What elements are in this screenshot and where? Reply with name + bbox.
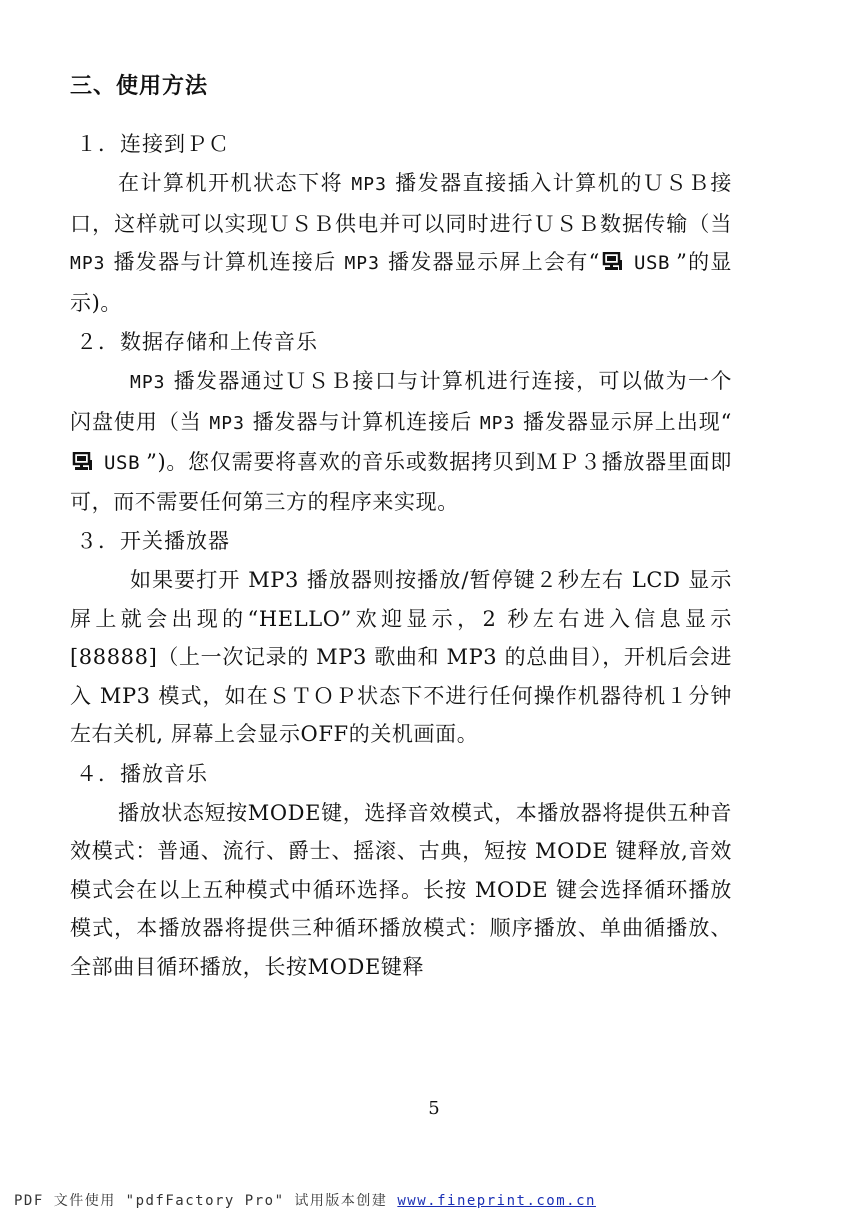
s1-mp3-a: MP3 bbox=[351, 174, 387, 195]
computer-usb-icon bbox=[602, 252, 624, 272]
s2-text-b: 播发器与计算机连接后 bbox=[252, 409, 473, 434]
section-3-title: ３．开关播放器 bbox=[76, 529, 230, 553]
s2-mp3-b: MP3 bbox=[209, 412, 245, 434]
usb-label: USB bbox=[633, 252, 671, 274]
usb-label: USB bbox=[104, 452, 141, 474]
page-number: 5 bbox=[428, 1098, 440, 1119]
footer-link[interactable]: www.fineprint.com.cn bbox=[397, 1193, 596, 1209]
section-1-title: １．连接到ＰＣ bbox=[76, 132, 230, 156]
s4-text: 播放状态短按MODE键，选择音效模式，本播放器将提供五种音效模式：普通、流行、爵士、摇滚、古典，短按 MODE 键释放,音效模式会在以上五种模式中循环选择。长按 MODE 键会选择循环播放模式，本播放器将提供三种循环播放模式：顺序播放、单曲循播放、全部曲目循环播放，长按MODE键释 bbox=[70, 800, 732, 979]
section-1-paragraph bbox=[70, 164, 732, 322]
s2-text-a: 播发器通过ＵＳＢ接口与计算机进行连接，可以做为一个闪盘使用（当 bbox=[70, 369, 732, 434]
s2-mp3-c: MP3 bbox=[479, 412, 516, 434]
section-heading: 三、使用方法 bbox=[70, 74, 209, 99]
s1-text-e: ”的显示)。 bbox=[70, 250, 733, 315]
section-4-title: ４．播放音乐 bbox=[76, 761, 208, 786]
s2-text-d: ”)。您仅需要将喜欢的音乐或数据拷贝到ＭＰ３播放器里面即可，而不需要任何第三方的程序来实现。 bbox=[70, 450, 732, 514]
s2-mp3-a: MP3 bbox=[130, 372, 166, 393]
s1-text-c: 播发器与计算机连接后 bbox=[113, 250, 337, 274]
s1-mp3-c: MP3 bbox=[344, 253, 380, 274]
s1-text-d: 播发器显示屏上会有“ bbox=[387, 250, 600, 274]
section-3-paragraph bbox=[70, 561, 732, 754]
s3-text: 如果要打开 MP3 播放器则按播放/暂停键２秒左右 LCD 显示屏上就会出现的“HELLO”欢迎显示，2 秒左右进入信息显示[88888]（上一次记录的 MP3 歌曲和 MP3 的总曲目），开机后会进入 MP3 模式，如在ＳＴＯＰ状态下不进行任何操作机器待机１分钟左右关机, 屏幕上会显示OFF的关机画面。 bbox=[70, 568, 732, 746]
footer-text: PDF 文件使用 "pdfFactory Pro" 试用版本创建 bbox=[14, 1193, 388, 1209]
computer-usb-icon bbox=[72, 452, 94, 472]
s2-text-c: 播发器显示屏上出现“ bbox=[523, 409, 732, 434]
section-2-title: ２．数据存储和上传音乐 bbox=[76, 330, 318, 354]
s1-mp3-b: MP3 bbox=[70, 253, 106, 274]
s1-text-b: 播发器直接插入计算机的ＵＳＢ接口，这样就可以实现ＵＳＢ供电并可以同时进行ＵＳＢ数据传输（当 bbox=[70, 171, 733, 236]
document-page bbox=[70, 64, 732, 986]
pdf-footer bbox=[14, 1190, 596, 1210]
section-4-paragraph bbox=[70, 794, 732, 987]
section-2-paragraph bbox=[70, 362, 732, 521]
s1-text-a: 在计算机开机状态下将 bbox=[118, 171, 344, 195]
